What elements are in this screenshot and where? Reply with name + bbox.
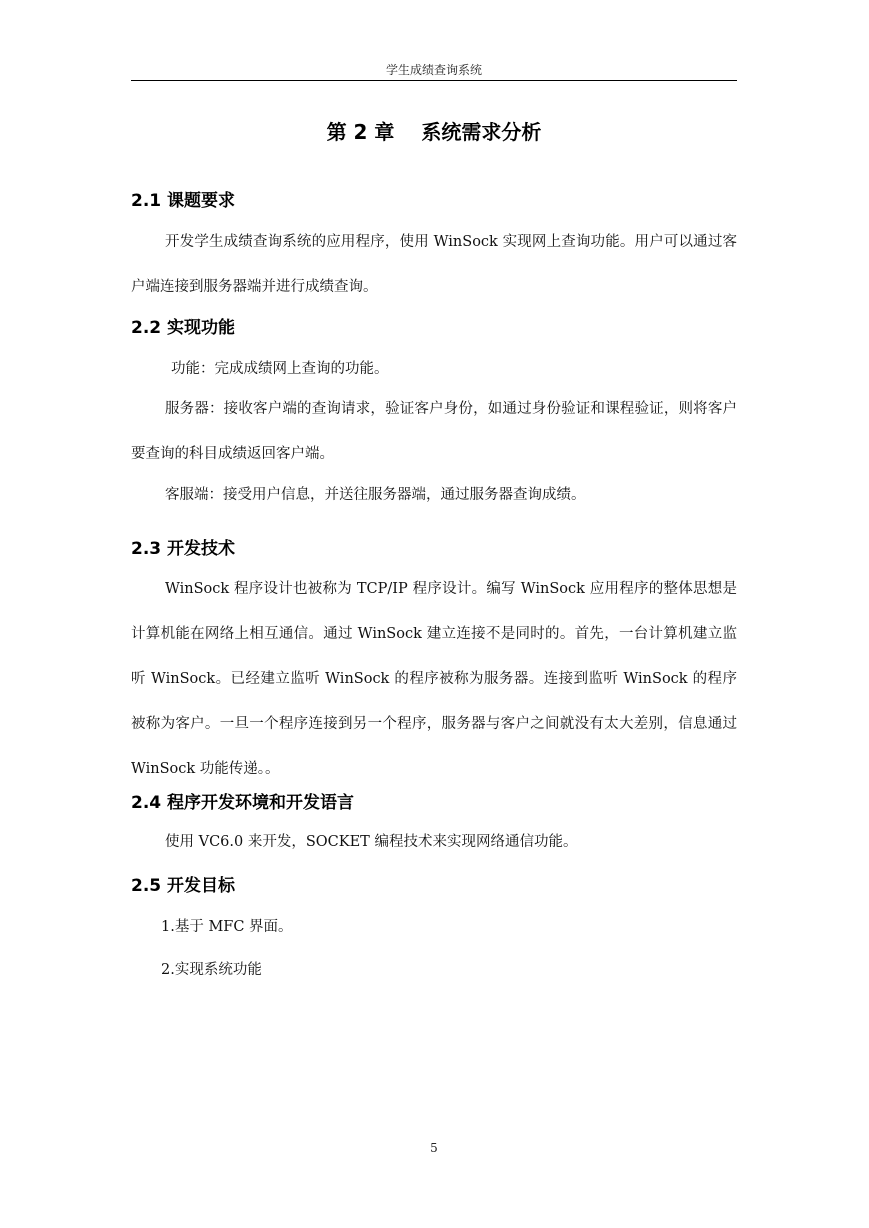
section-heading-2-1: 2.1 课题要求 — [131, 191, 236, 211]
section-heading-2-2: 2.2 实现功能 — [131, 318, 236, 338]
section-heading-2-5: 2.5 开发目标 — [131, 876, 236, 896]
header-rule — [131, 80, 737, 81]
section-2-1-paragraph: 开发学生成绩查询系统的应用程序，使用 WinSock 实现网上查询功能。用户可以通过客户端连接到服务器端并进行成绩查询。 — [131, 234, 737, 295]
page-number: 5 — [430, 1141, 438, 1155]
running-header: 学生成绩查询系统 — [385, 63, 482, 77]
environment-line: 使用 VC6.0 来开发，SOCKET 编程技术来实现网络通信功能。 — [165, 834, 578, 850]
section-heading-2-4: 2.4 程序开发环境和开发语言 — [131, 793, 355, 813]
chapter-title: 第 2 章 系统需求分析 — [326, 120, 542, 144]
function-line: 功能：完成成绩网上查询的功能。 — [171, 361, 389, 377]
server-paragraph: 服务器：接收客户端的查询请求，验证客户身份，如通过身份验证和课程验证，则将客户要查询的科目成绩返回客户端。 — [131, 401, 737, 462]
goal-item: 2.实现系统功能 — [161, 962, 262, 978]
section-2-3-paragraph: WinSock 程序设计也被称为 TCP/IP 程序设计。编写 WinSock 应用程序的整体思想是计算机能在网络上相互通信。通过 WinSock 建立连接不是同时的。首先，一台计算机建立监听 WinSock。已经建立监听 WinSock 的程序被称为服务器。连接到监听 WinSock 的程序被称为客户。一旦一个程序连接到另一个程序，服务器与客户之间就没有太大差别，信息通过 WinSock 功能传递。。 — [131, 581, 737, 777]
goal-item: 1.基于 MFC 界面。 — [161, 919, 293, 935]
client-line: 客服端：接受用户信息，并送往服务器端，通过服务器查询成绩。 — [165, 487, 586, 503]
section-heading-2-3: 2.3 开发技术 — [131, 539, 236, 559]
